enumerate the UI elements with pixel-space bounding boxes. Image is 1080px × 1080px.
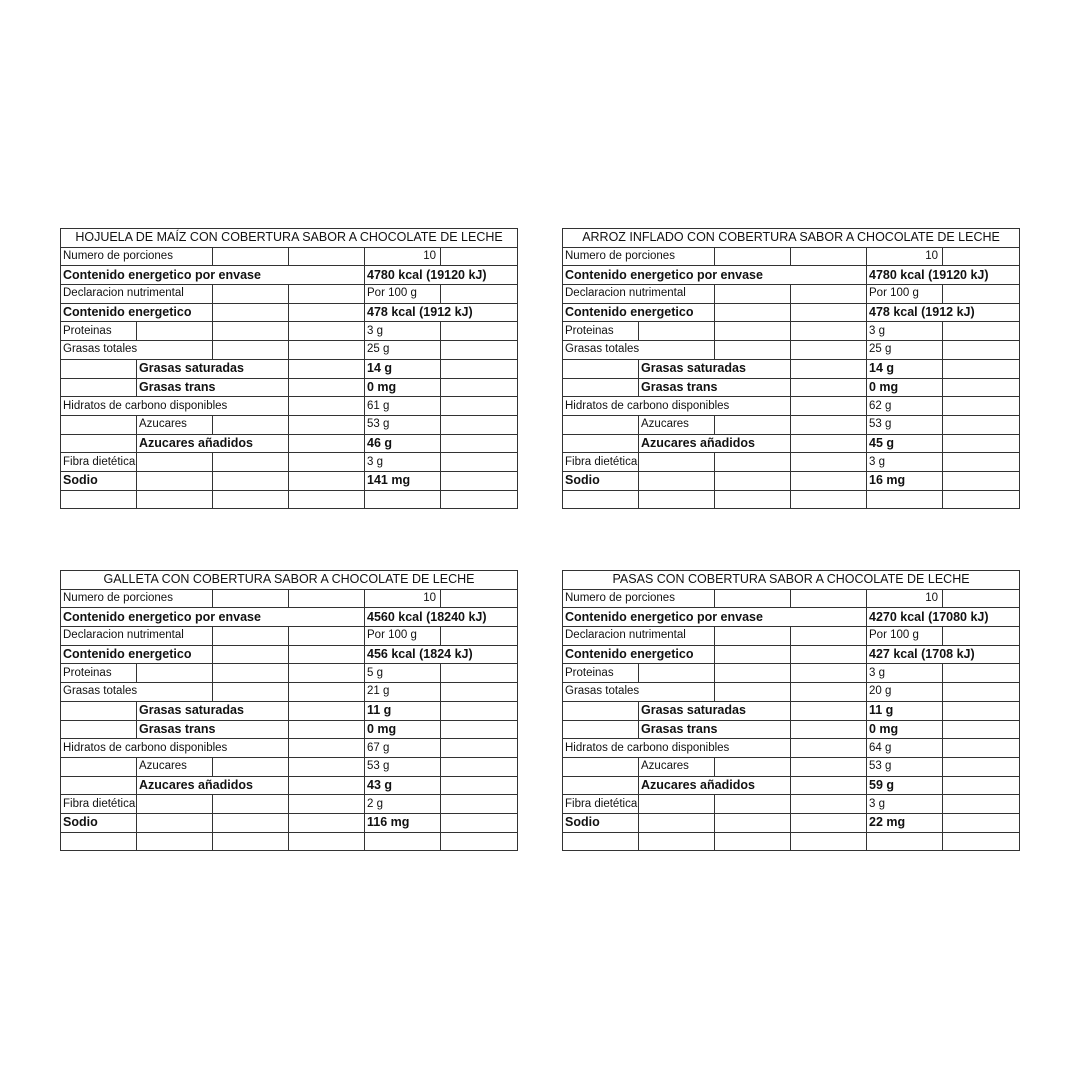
portions-label: Numero de porciones — [61, 589, 213, 608]
declaration-row — [563, 627, 1020, 646]
added-sugars-row — [563, 434, 1020, 453]
protein-label: Proteinas — [563, 322, 639, 341]
total-fat-label: Grasas totales — [563, 341, 715, 360]
energy-value: 478 kcal (1912 kJ) — [365, 303, 518, 322]
energy-per-pack-row — [61, 266, 518, 285]
total-fat-value: 21 g — [365, 683, 441, 702]
carbs-label: Hidratos de carbono disponibles — [563, 397, 791, 416]
saturated-fat-value: 14 g — [365, 359, 441, 378]
energy-row — [61, 303, 518, 322]
sugars-label: Azucares — [137, 757, 213, 776]
saturated-fat-row — [61, 701, 518, 720]
sodium-row — [563, 813, 1020, 832]
energy-per-pack-value: 4780 kcal (19120 kJ) — [365, 266, 518, 285]
sugars-label: Azucares — [639, 415, 715, 434]
protein-label: Proteinas — [563, 664, 639, 683]
fiber-label: Fibra dietética — [61, 453, 137, 472]
portions-label: Numero de porciones — [61, 247, 213, 266]
energy-row — [563, 303, 1020, 322]
trans-fat-row — [61, 720, 518, 739]
portions-label: Numero de porciones — [563, 589, 715, 608]
energy-per-pack-row — [61, 608, 518, 627]
nutrition-table-2 — [562, 228, 1020, 509]
nutrition-table-4 — [562, 570, 1020, 851]
total-fat-row — [61, 341, 518, 360]
energy-per-pack-value: 4780 kcal (19120 kJ) — [867, 266, 1020, 285]
carbs-value: 62 g — [867, 397, 943, 416]
added-sugars-row — [61, 776, 518, 795]
declaration-label: Declaracion nutrimental — [61, 627, 213, 646]
fiber-label: Fibra dietética — [563, 795, 639, 814]
saturated-fat-label: Grasas saturadas — [137, 701, 289, 720]
added-sugars-value: 59 g — [867, 776, 943, 795]
trans-fat-label: Grasas trans — [137, 378, 289, 397]
trans-fat-value: 0 mg — [867, 720, 943, 739]
saturated-fat-value: 11 g — [867, 701, 943, 720]
portions-value: 10 — [365, 247, 441, 266]
nutrition-table-1 — [60, 228, 518, 509]
trans-fat-label: Grasas trans — [639, 720, 791, 739]
fiber-label: Fibra dietética — [563, 453, 639, 472]
portions-row — [563, 247, 1020, 266]
empty-row — [563, 832, 1020, 851]
saturated-fat-label: Grasas saturadas — [639, 359, 791, 378]
trans-fat-row — [563, 720, 1020, 739]
sodium-label: Sodio — [61, 813, 137, 832]
total-fat-label: Grasas totales — [563, 683, 715, 702]
nutrition-table-3 — [60, 570, 518, 851]
protein-value: 3 g — [867, 664, 943, 683]
trans-fat-row — [61, 378, 518, 397]
declaration-label: Declaracion nutrimental — [563, 627, 715, 646]
total-fat-row — [61, 683, 518, 702]
product-title: HOJUELA DE MAÍZ CON COBERTURA SABOR A CHOCOLATE DE LECHE — [61, 229, 518, 248]
title-row — [61, 229, 518, 248]
sugars-value: 53 g — [365, 757, 441, 776]
title-row — [61, 571, 518, 590]
sugars-value: 53 g — [867, 757, 943, 776]
sugars-row — [563, 415, 1020, 434]
fiber-value: 2 g — [365, 795, 441, 814]
product-title: PASAS CON COBERTURA SABOR A CHOCOLATE DE LECHE — [563, 571, 1020, 590]
total-fat-label: Grasas totales — [61, 341, 213, 360]
declaration-row — [61, 285, 518, 304]
fiber-value: 3 g — [365, 453, 441, 472]
energy-per-pack-value: 4270 kcal (17080 kJ) — [867, 608, 1020, 627]
energy-per-pack-label: Contenido energetico por envase — [563, 266, 867, 285]
fiber-row — [563, 795, 1020, 814]
saturated-fat-label: Grasas saturadas — [137, 359, 289, 378]
sodium-row — [563, 471, 1020, 490]
total-fat-value: 20 g — [867, 683, 943, 702]
trans-fat-value: 0 mg — [867, 378, 943, 397]
protein-value: 5 g — [365, 664, 441, 683]
saturated-fat-label: Grasas saturadas — [639, 701, 791, 720]
per-100g-label: Por 100 g — [867, 285, 943, 304]
added-sugars-label: Azucares añadidos — [639, 434, 791, 453]
energy-row — [61, 645, 518, 664]
sugars-row — [61, 415, 518, 434]
declaration-label: Declaracion nutrimental — [563, 285, 715, 304]
trans-fat-label: Grasas trans — [639, 378, 791, 397]
energy-per-pack-label: Contenido energetico por envase — [563, 608, 867, 627]
saturated-fat-value: 11 g — [365, 701, 441, 720]
energy-value: 478 kcal (1912 kJ) — [867, 303, 1020, 322]
per-100g-label: Por 100 g — [365, 627, 441, 646]
total-fat-row — [563, 341, 1020, 360]
sodium-value: 22 mg — [867, 813, 943, 832]
carbs-label: Hidratos de carbono disponibles — [563, 739, 791, 758]
added-sugars-value: 46 g — [365, 434, 441, 453]
declaration-row — [563, 285, 1020, 304]
portions-row — [61, 589, 518, 608]
trans-fat-row — [563, 378, 1020, 397]
fiber-row — [61, 795, 518, 814]
carbs-label: Hidratos de carbono disponibles — [61, 397, 289, 416]
empty-row — [61, 832, 518, 851]
saturated-fat-row — [563, 359, 1020, 378]
fiber-row — [61, 453, 518, 472]
portions-value: 10 — [365, 589, 441, 608]
energy-row — [563, 645, 1020, 664]
saturated-fat-row — [563, 701, 1020, 720]
product-title: GALLETA CON COBERTURA SABOR A CHOCOLATE DE LECHE — [61, 571, 518, 590]
total-fat-value: 25 g — [867, 341, 943, 360]
sodium-label: Sodio — [61, 471, 137, 490]
protein-row — [563, 322, 1020, 341]
sodium-value: 16 mg — [867, 471, 943, 490]
empty-row — [563, 490, 1020, 509]
portions-row — [563, 589, 1020, 608]
carbs-value: 67 g — [365, 739, 441, 758]
fiber-row — [563, 453, 1020, 472]
protein-row — [563, 664, 1020, 683]
energy-value: 456 kcal (1824 kJ) — [365, 645, 518, 664]
added-sugars-label: Azucares añadidos — [137, 434, 289, 453]
energy-per-pack-value: 4560 kcal (18240 kJ) — [365, 608, 518, 627]
total-fat-value: 25 g — [365, 341, 441, 360]
total-fat-row — [563, 683, 1020, 702]
energy-label: Contenido energetico — [563, 645, 715, 664]
carbs-row — [61, 739, 518, 758]
energy-per-pack-row — [563, 608, 1020, 627]
portions-value: 10 — [867, 589, 943, 608]
sugars-label: Azucares — [137, 415, 213, 434]
protein-label: Proteinas — [61, 664, 137, 683]
carbs-row — [61, 397, 518, 416]
carbs-value: 61 g — [365, 397, 441, 416]
fiber-value: 3 g — [867, 453, 943, 472]
product-title: ARROZ INFLADO CON COBERTURA SABOR A CHOCOLATE DE LECHE — [563, 229, 1020, 248]
title-row — [563, 229, 1020, 248]
carbs-value: 64 g — [867, 739, 943, 758]
sugars-value: 53 g — [867, 415, 943, 434]
portions-value: 10 — [867, 247, 943, 266]
added-sugars-row — [61, 434, 518, 453]
added-sugars-label: Azucares añadidos — [639, 776, 791, 795]
trans-fat-value: 0 mg — [365, 720, 441, 739]
energy-label: Contenido energetico — [61, 645, 213, 664]
energy-label: Contenido energetico — [61, 303, 213, 322]
fiber-label: Fibra dietética — [61, 795, 137, 814]
sugars-value: 53 g — [365, 415, 441, 434]
protein-row — [61, 322, 518, 341]
declaration-row — [61, 627, 518, 646]
protein-row — [61, 664, 518, 683]
sodium-row — [61, 813, 518, 832]
saturated-fat-value: 14 g — [867, 359, 943, 378]
sugars-row — [61, 757, 518, 776]
carbs-label: Hidratos de carbono disponibles — [61, 739, 289, 758]
portions-row — [61, 247, 518, 266]
energy-value: 427 kcal (1708 kJ) — [867, 645, 1020, 664]
protein-label: Proteinas — [61, 322, 137, 341]
energy-per-pack-label: Contenido energetico por envase — [61, 266, 365, 285]
per-100g-label: Por 100 g — [365, 285, 441, 304]
protein-value: 3 g — [867, 322, 943, 341]
protein-value: 3 g — [365, 322, 441, 341]
sodium-label: Sodio — [563, 813, 639, 832]
sodium-row — [61, 471, 518, 490]
added-sugars-row — [563, 776, 1020, 795]
added-sugars-value: 43 g — [365, 776, 441, 795]
empty-row — [61, 490, 518, 509]
saturated-fat-row — [61, 359, 518, 378]
carbs-row — [563, 397, 1020, 416]
sugars-label: Azucares — [639, 757, 715, 776]
energy-per-pack-label: Contenido energetico por envase — [61, 608, 365, 627]
trans-fat-value: 0 mg — [365, 378, 441, 397]
sodium-label: Sodio — [563, 471, 639, 490]
fiber-value: 3 g — [867, 795, 943, 814]
trans-fat-label: Grasas trans — [137, 720, 289, 739]
energy-label: Contenido energetico — [563, 303, 715, 322]
per-100g-label: Por 100 g — [867, 627, 943, 646]
sodium-value: 116 mg — [365, 813, 441, 832]
portions-label: Numero de porciones — [563, 247, 715, 266]
energy-per-pack-row — [563, 266, 1020, 285]
sodium-value: 141 mg — [365, 471, 441, 490]
carbs-row — [563, 739, 1020, 758]
declaration-label: Declaracion nutrimental — [61, 285, 213, 304]
added-sugars-label: Azucares añadidos — [137, 776, 289, 795]
sugars-row — [563, 757, 1020, 776]
total-fat-label: Grasas totales — [61, 683, 213, 702]
title-row — [563, 571, 1020, 590]
added-sugars-value: 45 g — [867, 434, 943, 453]
